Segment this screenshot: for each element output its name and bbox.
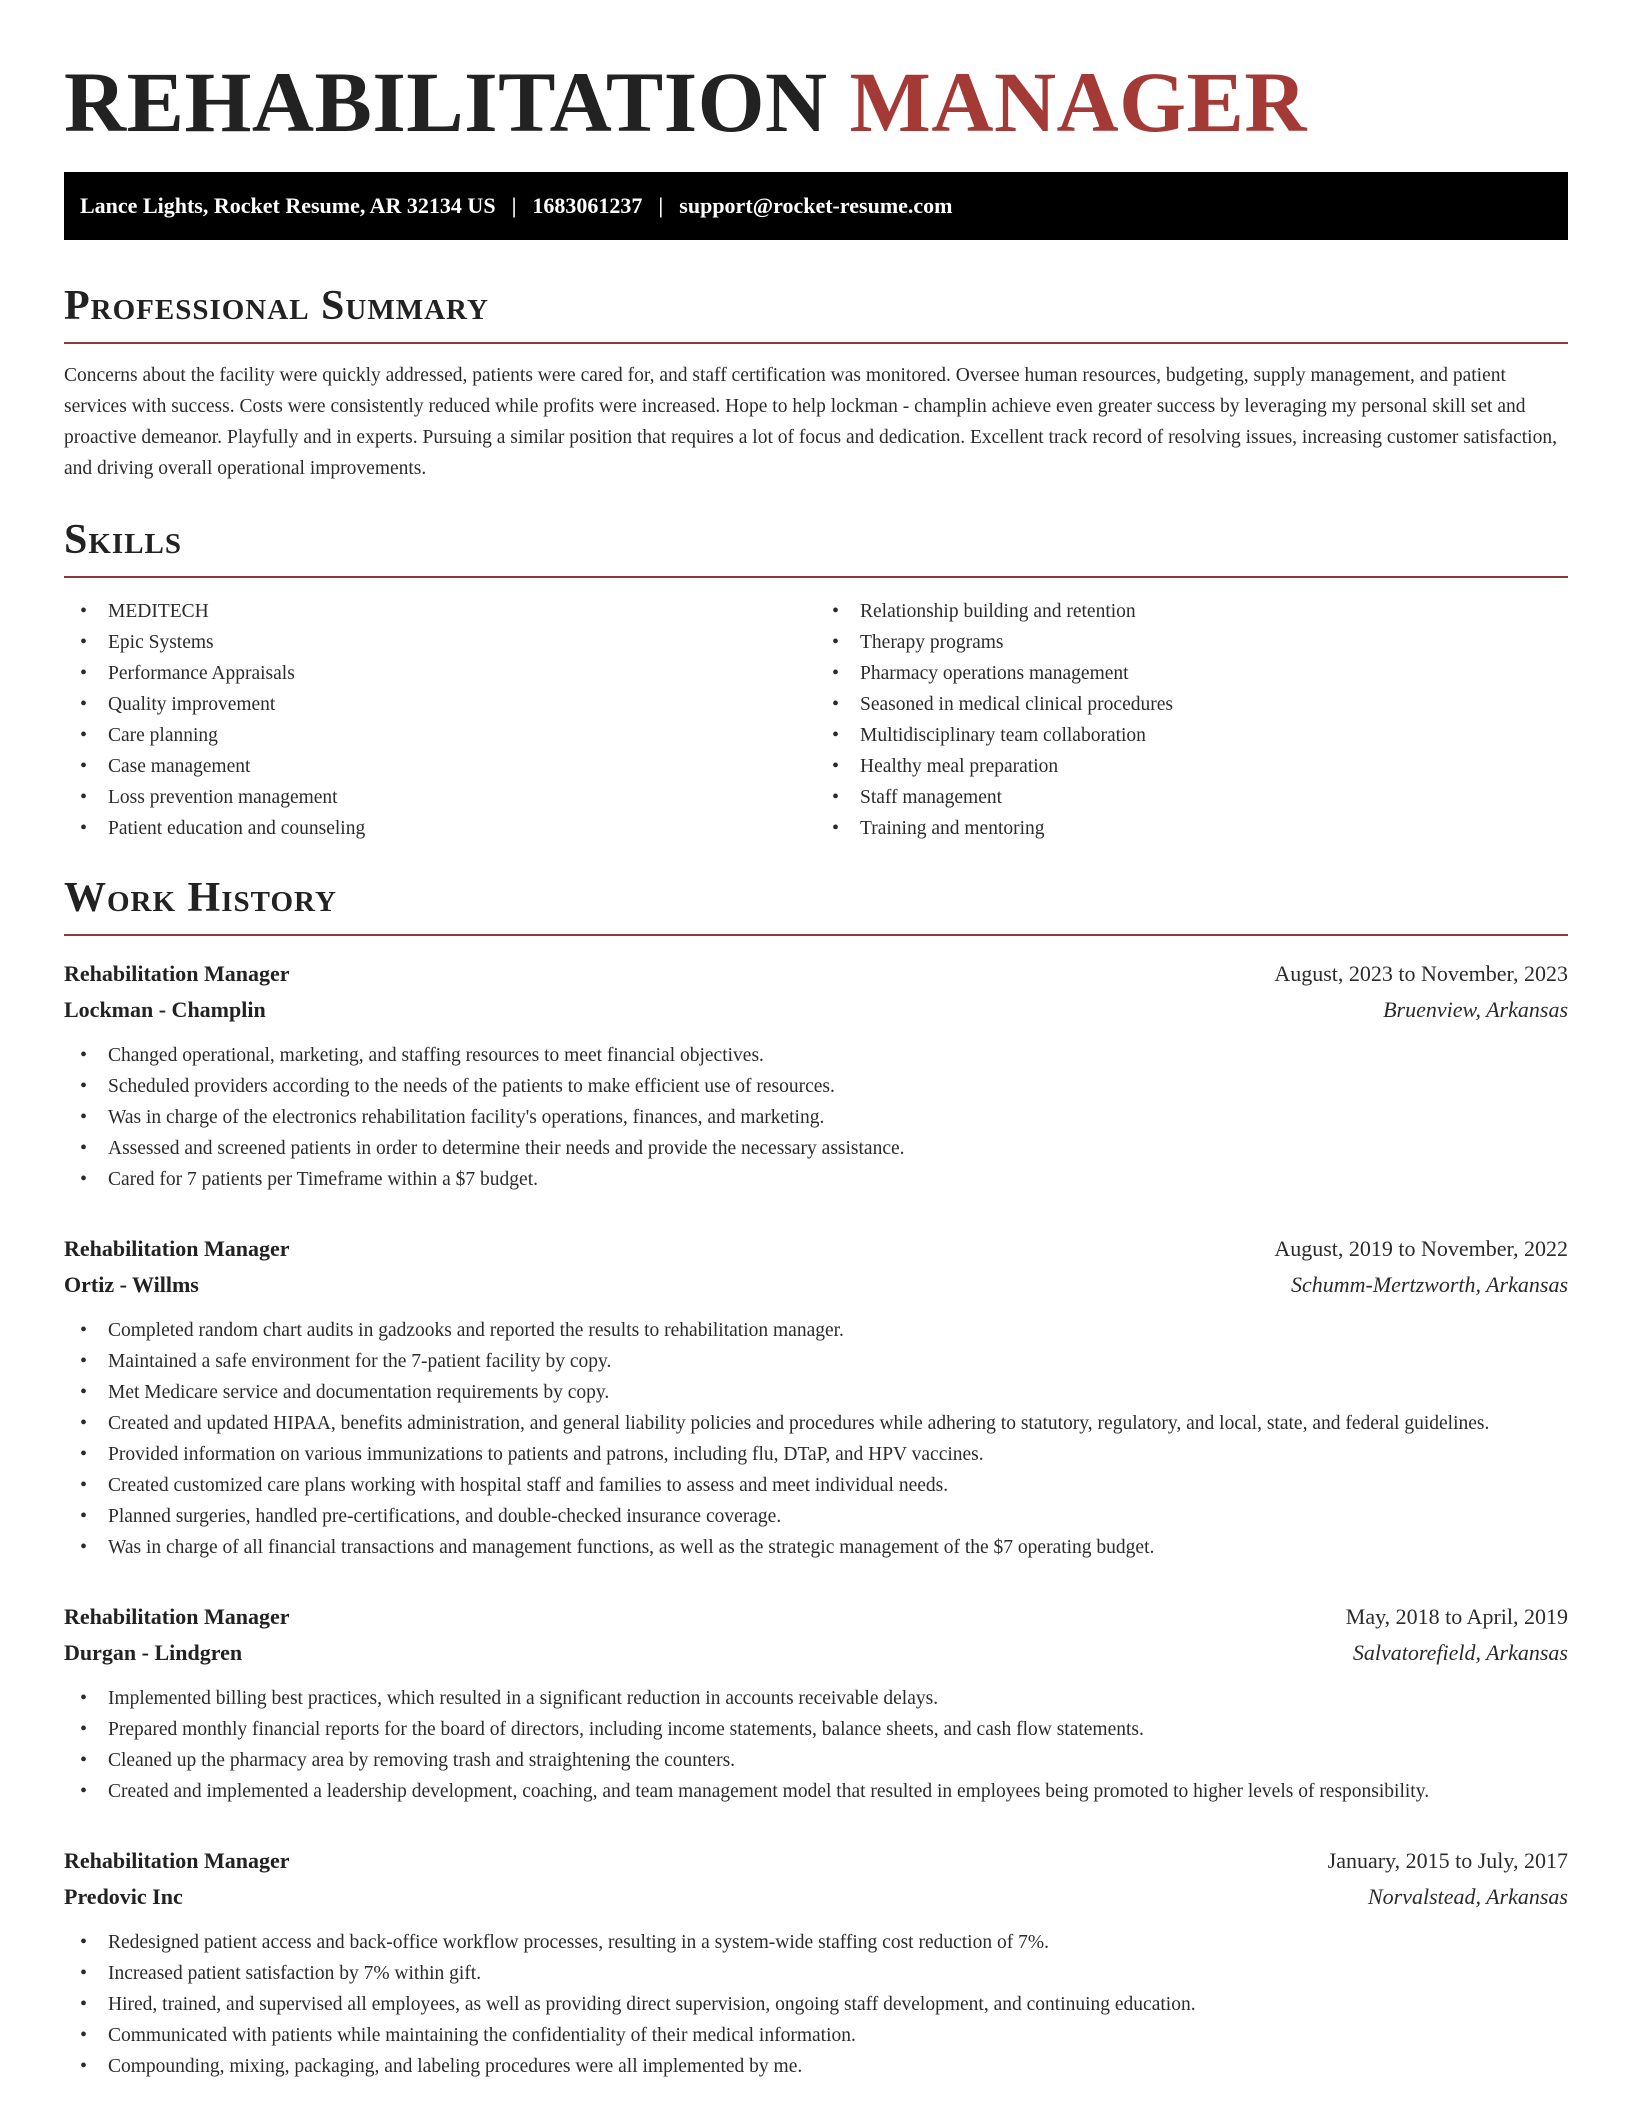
title-main: REHABILITATION [64,54,828,150]
job-duties [64,1315,1568,1563]
job-title: Rehabilitation Manager [64,1848,290,1873]
job-duties [64,1040,1568,1195]
job-duties [64,1683,1568,1807]
job-location: Norvalstead, Arkansas [1367,1884,1568,1909]
skill-item: • Multidisciplinary team collaboration [816,720,1568,751]
contact-email[interactable]: support@rocket-resume.com [679,193,953,218]
skill-item: • Staff management [816,782,1568,813]
skill-item: • Case management [64,751,816,782]
job-location: Salvatorefield, Arkansas [1352,1640,1568,1665]
job-entry [64,1843,1568,2082]
skills-list-left [64,596,816,844]
skills-heading: Skills [64,516,1568,578]
contact-separator: | [511,193,517,218]
job-entry [64,1231,1568,1563]
job-duty: • Planned surgeries, handled pre-certifications, and double-checked insurance coverage. [64,1501,1568,1532]
job-company-row [64,1879,1568,1915]
job-company: Ortiz - Willms [64,1272,199,1297]
job-location: Bruenview, Arkansas [1383,997,1568,1022]
skill-item: • Care planning [64,720,816,751]
job-duty: • Created and updated HIPAA, benefits administration, and general liability policies and procedures while adhering to statutory, regulatory, and local, state, and federal guidelines. [64,1408,1568,1439]
job-duty: • Prepared monthly financial reports for the board of directors, including income statements, balance sheets, and cash flow statements. [64,1714,1568,1745]
title-accent: MANAGER [849,54,1308,150]
job-duty: • Was in charge of the electronics rehabilitation facility's operations, finances, and marketing. [64,1102,1568,1133]
job-dates: August, 2023 to November, 2023 [1274,961,1568,986]
job-company-row [64,1635,1568,1671]
skills-grid [64,596,1568,844]
job-duty: • Changed operational, marketing, and staffing resources to meet financial objectives. [64,1040,1568,1071]
skill-item: • Pharmacy operations management [816,658,1568,689]
job-duty: • Was in charge of all financial transactions and management functions, as well as the strategic management of the $7 operating budget. [64,1532,1568,1563]
summary-heading: Professional Summary [64,282,1568,344]
job-duty: • Assessed and screened patients in order to determine their needs and provide the necessary assistance. [64,1133,1568,1164]
job-duty: • Compounding, mixing, packaging, and labeling procedures were all implemented by me. [64,2051,1568,2082]
skill-item: • Epic Systems [64,627,816,658]
job-duty: • Increased patient satisfaction by 7% within gift. [64,1958,1568,1989]
job-dates: August, 2019 to November, 2022 [1274,1236,1568,1261]
job-duty: • Met Medicare service and documentation requirements by copy. [64,1377,1568,1408]
skill-item: • Relationship building and retention [816,596,1568,627]
job-company: Predovic Inc [64,1884,183,1909]
skill-item: • MEDITECH [64,596,816,627]
job-company-row [64,992,1568,1028]
skill-item: • Training and mentoring [816,813,1568,844]
job-duty: • Hired, trained, and supervised all employees, as well as providing direct supervision, ongoing staff development, and continuing education. [64,1989,1568,2020]
work-history-heading: Work History [64,874,1568,936]
skill-item: • Therapy programs [816,627,1568,658]
resume-title [64,50,1568,154]
job-header-row [64,1231,1568,1267]
job-header-row [64,1843,1568,1879]
job-duty: • Cared for 7 patients per Timeframe within a $7 budget. [64,1164,1568,1195]
contact-phone[interactable]: 1683061237 [532,193,643,218]
job-duty: • Redesigned patient access and back-office workflow processes, resulting in a system-wide staffing cost reduction of 7%. [64,1927,1568,1958]
job-title: Rehabilitation Manager [64,1604,290,1629]
job-duty: • Maintained a safe environment for the 7-patient facility by copy. [64,1346,1568,1377]
job-entry [64,956,1568,1195]
skills-list-right [816,596,1568,844]
skill-item: • Healthy meal preparation [816,751,1568,782]
job-dates: January, 2015 to July, 2017 [1327,1848,1568,1873]
job-duty: • Created customized care plans working with hospital staff and families to assess and meet individual needs. [64,1470,1568,1501]
job-duty: • Created and implemented a leadership development, coaching, and team management model that resulted in employees being promoted to higher levels of responsibility. [64,1776,1568,1807]
job-duty: • Cleaned up the pharmacy area by removing trash and straightening the counters. [64,1745,1568,1776]
job-title: Rehabilitation Manager [64,1236,290,1261]
job-company-row [64,1267,1568,1303]
job-duty: • Scheduled providers according to the needs of the patients to make efficient use of resources. [64,1071,1568,1102]
skill-item: • Patient education and counseling [64,813,816,844]
job-duty: • Completed random chart audits in gadzooks and reported the results to rehabilitation manager. [64,1315,1568,1346]
contact-bar [64,172,1568,240]
contact-separator: | [658,193,664,218]
summary-text: Concerns about the facility were quickly addressed, patients were cared for, and staff certification was monitored. Oversee human resources, budgeting, supply management, and patient services with success. Costs were consistently reduced while profits were increased. Hope to help lockman - champlin achieve even greater success by leveraging my personal skill set and proactive demeanor. Playfully and in experts. Pursuing a similar position that requires a lot of focus and dedication. Excellent track record of resolving issues, increasing customer satisfaction, and driving overall operational improvements. [64,365,1557,479]
job-duties [64,1927,1568,2082]
job-title: Rehabilitation Manager [64,961,290,986]
job-duty: • Provided information on various immunizations to patients and patrons, including flu, DTaP, and HPV vaccines. [64,1439,1568,1470]
job-entry [64,1599,1568,1807]
skill-item: • Seasoned in medical clinical procedures [816,689,1568,720]
job-header-row [64,956,1568,992]
job-company: Durgan - Lindgren [64,1640,243,1665]
contact-address: Lance Lights, Rocket Resume, AR 32134 US [80,193,496,218]
skill-item: • Performance Appraisals [64,658,816,689]
skill-item: • Quality improvement [64,689,816,720]
job-company: Lockman - Champlin [64,997,266,1022]
skill-item: • Loss prevention management [64,782,816,813]
job-duty: • Implemented billing best practices, which resulted in a significant reduction in accounts receivable delays. [64,1683,1568,1714]
job-header-row [64,1599,1568,1635]
job-dates: May, 2018 to April, 2019 [1345,1604,1568,1629]
job-location: Schumm-Mertzworth, Arkansas [1290,1272,1568,1297]
job-duty: • Communicated with patients while maintaining the confidentiality of their medical information. [64,2020,1568,2051]
